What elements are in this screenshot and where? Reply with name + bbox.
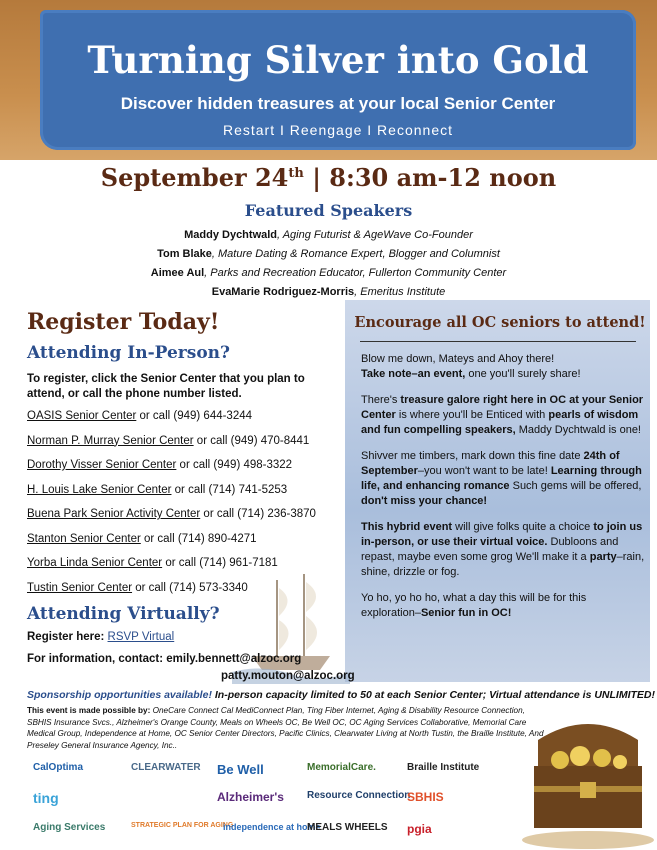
memorialcare-logo: MemorialCare. [307, 762, 376, 773]
poem-bold: party [589, 551, 617, 563]
contact-label: For information, contact: [27, 653, 167, 665]
center-link-stanton[interactable]: Stanton Senior Center [27, 532, 141, 545]
poem-bold: pearls of wisdom and fun compelling speakers, [361, 409, 639, 436]
poem-bold: treasure galore right here in OC at your Senior Center [361, 394, 644, 421]
capacity-note: In-person capacity limited to 50 at each Senior Center; Virtual attendance is UNLIMITED! [211, 689, 655, 701]
center-row [27, 531, 316, 556]
register-instructions: To register, click the Senior Center that you plan to attend, or call the phone number listed. [27, 373, 305, 400]
virtual-register [27, 631, 174, 643]
center-link-louis-lake[interactable]: H. Louis Lake Senior Center [27, 483, 172, 496]
center-phone: or call (949) 470-8441 [193, 434, 310, 447]
center-link-dorothy-visser[interactable]: Dorothy Visser Senior Center [27, 459, 177, 471]
sponsorship-highlight: Sponsorship opportunities available! [27, 689, 212, 701]
poem [361, 352, 646, 632]
caloptima-logo: CalOptima [33, 762, 84, 773]
center-link-oasis[interactable]: OASIS Senior Center [27, 410, 137, 422]
center-link-yorba-linda[interactable]: Yorba Linda Senior Center [27, 557, 163, 569]
poem-text: –rain, shine, drizzle or fog. [361, 551, 645, 578]
poem-text: Blow me down, Mateys and Ahoy there! [361, 353, 555, 365]
center-phone: or call (714) 890-4271 [140, 532, 257, 545]
speaker-list [0, 226, 657, 302]
meals-on-wheels-logo: MEALS WHEELS [307, 822, 388, 833]
center-phone: or call (714) 961-7181 [162, 557, 278, 569]
poem-bold: Take note–an event, [361, 368, 466, 380]
sponsor-list: OneCare Connect Cal MediConnect Plan, Ting Fiber Internet, Aging & Disability Resource Connection, SBHIS Insurance Svcs., Alzheimer's Orange County, Meals on Wheels OC, Be Well OC, OC Aging Services Collaborative, Memorial Care Medical Group, Independence at Home, OC Senior Center Directors, Pacific Clinics, Clearwater Living at North Tustin, the Braille Institute, And Preseley General Insurance Agency, Inc.. [27, 706, 544, 750]
speaker-desc: , Mature Dating & Romance Expert, Blogger and Columnist [211, 248, 500, 260]
register-title: Register Today! [27, 309, 220, 335]
speaker-desc: , Emeritus Institute [354, 286, 446, 298]
center-link-tustin[interactable]: Tustin Senior Center [27, 581, 133, 594]
center-row [27, 506, 316, 531]
register-here-label: Register here: [27, 631, 108, 643]
center-phone: or call (714) 236-3870 [200, 508, 316, 520]
divider [360, 341, 636, 342]
tagline: Restart I Reengage I Reconnect [222, 122, 453, 138]
speaker-desc: , Parks and Recreation Educator, Fullerton Community Center [204, 267, 507, 279]
clearwater-logo: CLEARWATER [131, 762, 201, 773]
resource-connection-logo: Resource Connection [307, 790, 411, 801]
poem-bold: don't miss your chance! [361, 495, 488, 507]
poem-text: Yo ho, yo ho ho, what a day this will be for this exploration– [361, 592, 587, 619]
poem-bold: This hybrid event [361, 521, 453, 533]
contact-email-2[interactable]: patty.mouton@alzoc.org [221, 670, 355, 682]
poem-text: is where you'll be Enticed with [395, 409, 549, 421]
event-date [0, 163, 657, 192]
possible-label: This event is made possible by: [27, 706, 153, 715]
date-text: September 24 [100, 163, 289, 192]
center-link-norman-murray[interactable]: Norman P. Murray Senior Center [27, 434, 194, 447]
speaker-name: EvaMarie Rodriguez-Morris [211, 286, 355, 298]
poem-stanza [361, 393, 646, 438]
page-title: Turning Silver into Gold [87, 38, 589, 82]
speaker-name: Aimee Aul [150, 267, 205, 279]
date-suffix: th [288, 166, 304, 181]
poem-stanza [361, 352, 646, 382]
center-phone: or call (949) 498-3322 [176, 459, 293, 471]
center-phone: or call (714) 741-5253 [171, 483, 288, 496]
speaker-name: Tom Blake [157, 248, 212, 260]
poem-text: will give folks quite a choice [452, 521, 594, 533]
center-row [27, 433, 316, 458]
speaker-desc: , Aging Futurist & AgeWave Co-Founder [277, 229, 473, 241]
center-phone: or call (714) 573-3340 [132, 581, 248, 594]
poem-text: There's [361, 394, 401, 406]
event-time: | 8:30 am-12 noon [303, 163, 557, 192]
contact-info [27, 651, 355, 685]
poem-text: –you won't want to be late! [417, 465, 551, 477]
center-row [27, 408, 316, 433]
poem-bold: to join us in-person, or use their virtual voice. [361, 521, 643, 548]
contact-email-1[interactable]: emily.bennett@alzoc.org [166, 653, 302, 665]
bewell-logo: Be Well [217, 762, 264, 777]
treasure-chest-icon [520, 700, 657, 850]
sponsor-logos [27, 756, 527, 850]
pgia-logo: pgia [407, 822, 432, 836]
encourage-title: Encourage all OC seniors to attend! [354, 314, 646, 331]
poem-text: one you'll surely share! [465, 368, 581, 380]
speaker-item [0, 245, 657, 264]
strategic-plan-logo: STRATEGIC PLAN FOR AGING [131, 822, 234, 829]
poem-bold: 24th of September [361, 450, 620, 477]
independence-at-home-logo: independence at home [223, 822, 321, 832]
rsvp-virtual-link[interactable]: RSVP Virtual [107, 631, 175, 643]
braille-institute-logo: Braille Institute [407, 762, 480, 773]
poem-text: Such gems will be offered, [509, 480, 642, 492]
center-link-buena-park[interactable]: Buena Park Senior Activity Center [27, 508, 201, 520]
featured-speakers-title: Featured Speakers [244, 201, 413, 220]
poem-bold: Senior fun in OC! [420, 607, 512, 619]
alzheimers-logo: Alzheimer's [217, 790, 284, 804]
poem-stanza [361, 449, 646, 509]
sbhis-logo: SBHIS [407, 790, 444, 804]
made-possible [27, 705, 547, 751]
center-row [27, 457, 316, 482]
speaker-item [0, 264, 657, 283]
center-row [27, 482, 316, 507]
poem-text: Shivver me timbers, mark down this fine date [361, 450, 584, 462]
speaker-name: Maddy Dychtwald [184, 229, 278, 241]
page-subtitle: Discover hidden treasures at your local Senior Center [120, 94, 556, 113]
virtual-title: Attending Virtually? [27, 604, 220, 624]
poem-stanza [361, 520, 646, 580]
center-phone: or call (949) 644-3244 [136, 410, 253, 422]
poem-text: Dubloons and repast, maybe even some grog We'll make it a [361, 536, 619, 563]
ting-logo: ting [33, 790, 59, 806]
poem-stanza [361, 591, 646, 621]
speaker-item [0, 226, 657, 245]
aging-services-logo: Aging Services [33, 822, 106, 833]
poem-bold: Learning through life, and enhancing romance [361, 465, 642, 492]
inperson-title: Attending In-Person? [27, 343, 230, 363]
poem-text: Maddy Dychtwald is one! [515, 424, 641, 436]
